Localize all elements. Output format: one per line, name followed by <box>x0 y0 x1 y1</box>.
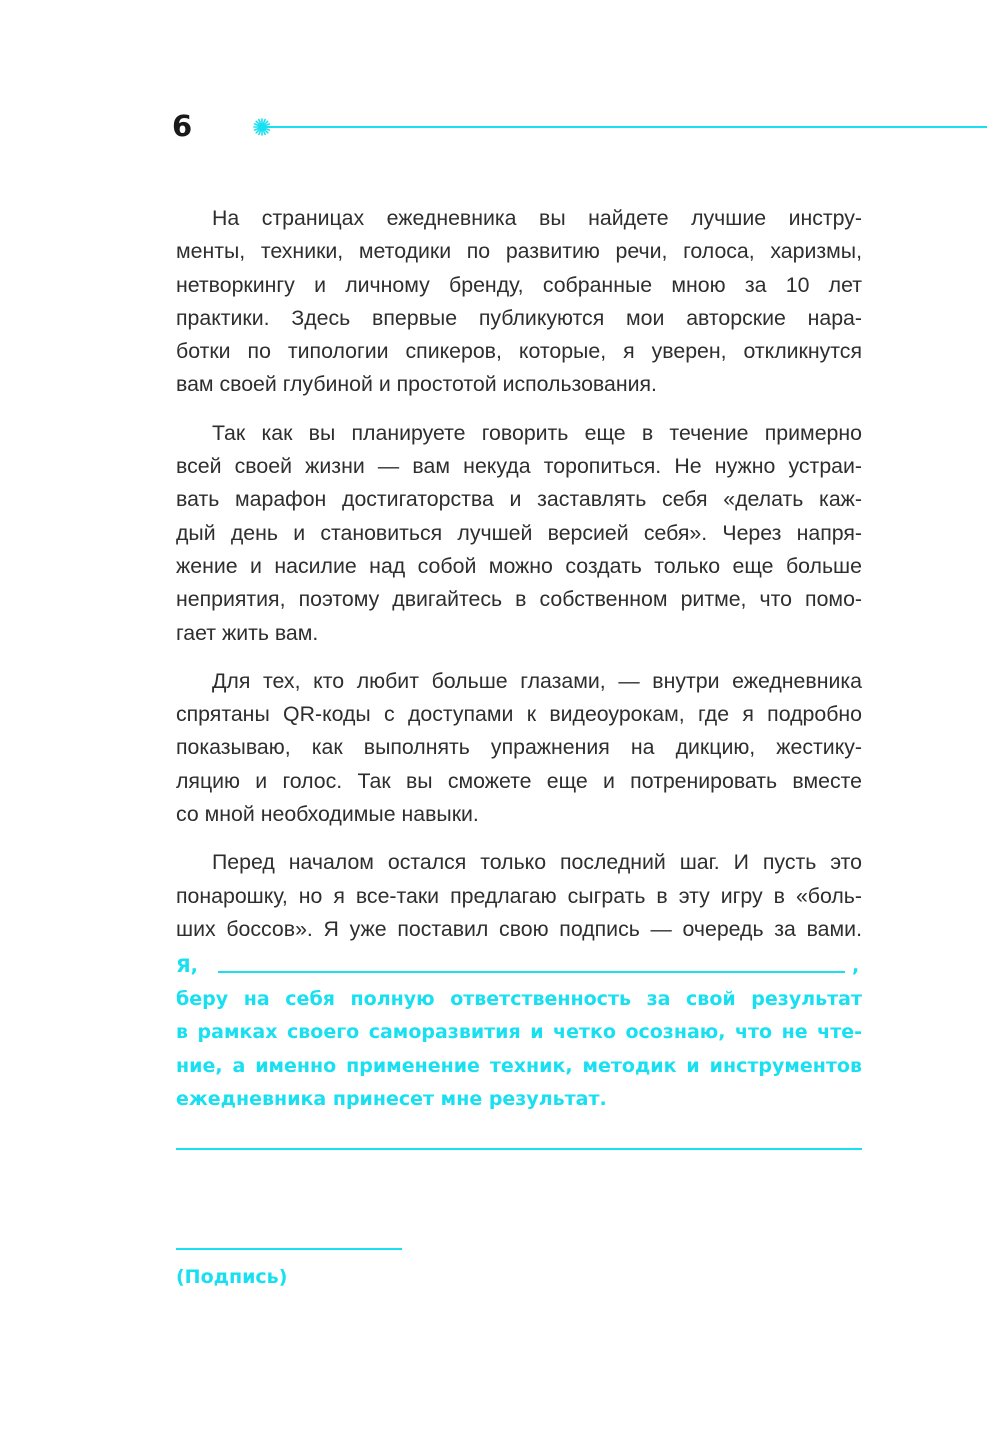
name-entry-row <box>176 950 862 983</box>
text-line: жение и насилие над собой можно создать только еще больше <box>176 553 862 578</box>
divider-rule <box>176 1148 862 1150</box>
text-line: нетворкингу и личному бренду, собранные мною за 10 лет <box>176 272 862 297</box>
paragraph-4 <box>176 846 862 946</box>
text-line: практики. Здесь впервые публикуются мои авторские нара- <box>176 305 862 330</box>
text-line: Так как вы планируете говорить еще в течение примерно <box>212 420 862 445</box>
paragraph-1 <box>176 202 862 402</box>
pledge-line: беру на себя полную ответственность за свой результат <box>176 988 862 1010</box>
text-line: вам своей глубиной и простотой использования. <box>176 372 657 397</box>
text-line: показываю, как выполнять упражнения на дикцию, жестику- <box>176 735 862 760</box>
pledge-suffix: , <box>852 955 860 977</box>
paragraph-3 <box>176 665 862 831</box>
text-line: неприятия, поэтому двигайтесь в собственном ритме, что помо- <box>176 587 862 612</box>
pledge-line: ежедневника принесет мне результат. <box>176 1087 607 1110</box>
text-line: дый день и становиться лучшей версией себя». Через напря- <box>176 520 862 545</box>
text-line: ших боссов». Я уже поставил свою подпись — очередь за вами. <box>176 916 862 941</box>
text-line: вать марафон достигаторства и заставлять себя «делать каж- <box>176 487 862 512</box>
text-line: Перед началом остался только последний шаг. И пусть это <box>212 850 862 875</box>
pledge-line: ние, а именно применение техник, методик и инструментов <box>176 1054 862 1077</box>
signature-line[interactable] <box>176 1248 402 1250</box>
paragraph-2 <box>176 417 862 650</box>
pledge-block <box>176 950 862 1116</box>
signature-caption: (Подпись) <box>176 1266 288 1288</box>
text-line: со мной необходимые навыки. <box>176 802 479 827</box>
pledge-line: в рамках своего саморазвития и четко осознаю, что не чте- <box>176 1021 862 1044</box>
body-text <box>176 202 862 961</box>
header-rule <box>262 126 987 128</box>
text-line: ботки по типологии спикеров, которые, я уверен, откликнутся <box>176 339 862 364</box>
text-line: На страницах ежедневника вы найдете лучшие инстру- <box>212 206 862 230</box>
text-line: гает жить вам. <box>176 620 319 645</box>
star-burst-icon <box>253 118 271 136</box>
text-line: ляцию и голос. Так вы сможете еще и потренировать вместе <box>176 768 862 793</box>
text-line: понарошку, но я все-таки предлагаю сыграть в эту игру в «боль- <box>176 883 862 908</box>
pledge-prefix: Я, <box>176 955 198 977</box>
text-line: всей своей жизни — вам некуда торопиться. Не нужно устраи- <box>176 454 862 479</box>
page-number: 6 <box>172 109 193 143</box>
text-line: спрятаны QR-коды с доступами к видеоурокам, где я подробно <box>176 702 862 727</box>
name-blank-line[interactable] <box>218 971 845 973</box>
text-line: менты, техники, методики по развитию речи, голоса, харизмы, <box>176 239 862 264</box>
text-line: Для тех, кто любит больше глазами, — внутри ежедневника <box>212 668 862 693</box>
